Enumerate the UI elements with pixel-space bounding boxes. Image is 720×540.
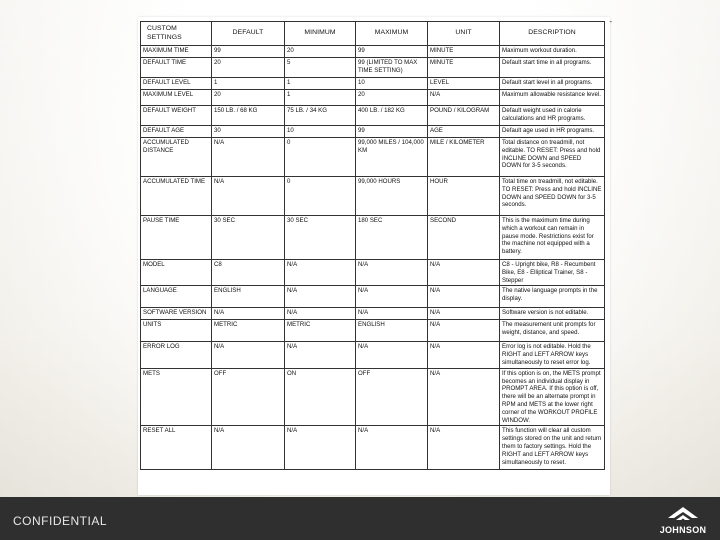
cell-minimum: 1 (285, 78, 356, 90)
cell-setting: METS (141, 368, 212, 426)
cell-maximum: N/A (356, 308, 428, 320)
table-header-row (141, 22, 605, 46)
cell-unit: N/A (428, 90, 500, 106)
table-row (141, 78, 605, 90)
header-description: DESCRIPTION (500, 22, 605, 46)
cell-default: N/A (212, 426, 285, 470)
cell-minimum: 20 (285, 46, 356, 58)
cell-default: ENGLISH (212, 286, 285, 308)
cell-default: 30 SEC (212, 216, 285, 260)
cell-description: Maximum workout duration. (500, 46, 605, 58)
cell-description: This is the maximum time during which a workout can remain in pause mode. Restrictions exist for the machine not equipped with a battery. (500, 216, 605, 260)
cell-maximum: N/A (356, 260, 428, 286)
cell-maximum: 10 (356, 78, 428, 90)
cell-setting: PAUSE TIME (141, 216, 212, 260)
cell-unit: N/A (428, 426, 500, 470)
cell-description: Total time on treadmill, not editable. TO RESET: Press and hold INCLINE DOWN and SPEED DOWN for 3-5 seconds. (500, 177, 605, 216)
cell-maximum: OFF (356, 368, 428, 426)
cell-setting: DEFAULT TIME (141, 58, 212, 78)
cell-unit: N/A (428, 260, 500, 286)
cell-maximum: N/A (356, 342, 428, 368)
cell-description: Maximum allowable resistance level. (500, 90, 605, 106)
cell-description: Default weight used in calorie calculations and HR programs. (500, 106, 605, 126)
header-default: DEFAULT (212, 22, 285, 46)
logo-text: JOHNSON (659, 525, 707, 535)
cell-maximum: 180 SEC (356, 216, 428, 260)
table-row (141, 308, 605, 320)
cell-minimum: N/A (285, 342, 356, 368)
cell-default: N/A (212, 308, 285, 320)
cell-minimum: N/A (285, 286, 356, 308)
table-row (141, 216, 605, 260)
cell-maximum: ENGLISH (356, 320, 428, 342)
table-row (141, 46, 605, 58)
footer-bar (0, 497, 720, 540)
cell-minimum: 10 (285, 126, 356, 138)
cell-maximum: N/A (356, 426, 428, 470)
cell-setting: MAXIMUM TIME (141, 46, 212, 58)
header-custom-settings: CUSTOM SETTINGS (141, 22, 212, 46)
cell-unit: N/A (428, 342, 500, 368)
corner-mark: - (609, 17, 612, 26)
cell-description: C8 - Upright bike, R8 - Recumbent Bike, E8 - Elliptical Trainer, S8 - Stepper (500, 260, 605, 286)
cell-unit: POUND / KILOGRAM (428, 106, 500, 126)
cell-unit: SECOND (428, 216, 500, 260)
table-row (141, 342, 605, 368)
table-row (141, 426, 605, 470)
header-maximum: MAXIMUM (356, 22, 428, 46)
cell-unit: HOUR (428, 177, 500, 216)
table-row (141, 260, 605, 286)
table-row (141, 368, 605, 426)
cell-description: Software version is not editable. (500, 308, 605, 320)
document-page (138, 17, 610, 495)
confidential-label: CONFIDENTIAL (13, 514, 108, 528)
cell-description: Default start level in all programs. (500, 78, 605, 90)
cell-setting: DEFAULT LEVEL (141, 78, 212, 90)
cell-description: If this option is on, the METS prompt becomes an individual display in PROMPT AREA. If this option is off, there will be an alternate prompt in RPM and METS at the lower right corner of the WORKOUT PROFILE WINDOW. (500, 368, 605, 426)
cell-unit: N/A (428, 320, 500, 342)
cell-unit: N/A (428, 368, 500, 426)
table-row (141, 177, 605, 216)
header-unit: UNIT (428, 22, 500, 46)
cell-default: N/A (212, 342, 285, 368)
header-minimum: MINIMUM (285, 22, 356, 46)
cell-description: Error log is not editable. Hold the RIGHT and LEFT ARROW keys simultaneously to reset error log. (500, 342, 605, 368)
cell-default: N/A (212, 138, 285, 177)
cell-default: OFF (212, 368, 285, 426)
table-row (141, 106, 605, 126)
cell-maximum: 99 (356, 46, 428, 58)
cell-setting: ERROR LOG (141, 342, 212, 368)
cell-default: 20 (212, 58, 285, 78)
cell-setting: MODEL (141, 260, 212, 286)
cell-default: 1 (212, 78, 285, 90)
cell-setting: SOFTWARE VERSION (141, 308, 212, 320)
cell-description: The native language prompts in the display. (500, 286, 605, 308)
cell-minimum: N/A (285, 260, 356, 286)
cell-setting: RESET ALL (141, 426, 212, 470)
cell-default: 20 (212, 90, 285, 106)
cell-setting: DEFAULT AGE (141, 126, 212, 138)
custom-settings-table (140, 21, 605, 470)
cell-description: This function will clear all custom settings stored on the unit and return them to factory settings. Hold the RIGHT and LEFT ARROW keys simultaneously to reset. (500, 426, 605, 470)
table-row (141, 126, 605, 138)
cell-minimum: 5 (285, 58, 356, 78)
cell-minimum: 0 (285, 177, 356, 216)
cell-setting: UNITS (141, 320, 212, 342)
table-row (141, 320, 605, 342)
cell-unit: LEVEL (428, 78, 500, 90)
cell-unit: N/A (428, 286, 500, 308)
cell-maximum: 99 (356, 126, 428, 138)
cell-maximum: 99,000 HOURS (356, 177, 428, 216)
cell-default: 30 (212, 126, 285, 138)
cell-default: METRIC (212, 320, 285, 342)
cell-maximum: 99,000 MILES / 104,000 KM (356, 138, 428, 177)
cell-unit: MINUTE (428, 58, 500, 78)
cell-minimum: 0 (285, 138, 356, 177)
cell-maximum: 99 (LIMITED TO MAX TIME SETTING) (356, 58, 428, 78)
cell-setting: MAXIMUM LEVEL (141, 90, 212, 106)
cell-unit: N/A (428, 308, 500, 320)
cell-unit: MILE / KILOMETER (428, 138, 500, 177)
cell-minimum: N/A (285, 308, 356, 320)
cell-minimum: N/A (285, 426, 356, 470)
table-row (141, 58, 605, 78)
cell-description: Total distance on treadmill, not editable. TO RESET: Press and hold INCLINE DOWN and SPEED DOWN for 3-5 seconds. (500, 138, 605, 177)
cell-minimum: 1 (285, 90, 356, 106)
cell-minimum: 75 LB. / 34 KG (285, 106, 356, 126)
cell-description: Default start time in all programs. (500, 58, 605, 78)
table-row (141, 90, 605, 106)
cell-default: 150 LB. / 68 KG (212, 106, 285, 126)
table-row (141, 138, 605, 177)
cell-setting: ACCUMULATED TIME (141, 177, 212, 216)
cell-setting: ACCUMULATED DISTANCE (141, 138, 212, 177)
cell-maximum: 400 LB. / 182 KG (356, 106, 428, 126)
cell-maximum: 20 (356, 90, 428, 106)
cell-default: N/A (212, 177, 285, 216)
cell-minimum: METRIC (285, 320, 356, 342)
cell-setting: DEFAULT WEIGHT (141, 106, 212, 126)
table-row (141, 286, 605, 308)
cell-unit: MINUTE (428, 46, 500, 58)
cell-default: C8 (212, 260, 285, 286)
cell-unit: AGE (428, 126, 500, 138)
cell-minimum: 30 SEC (285, 216, 356, 260)
cell-setting: LANGUAGE (141, 286, 212, 308)
cell-description: The measurement unit prompts for weight, distance, and speed. (500, 320, 605, 342)
cell-default: 99 (212, 46, 285, 58)
cell-maximum: N/A (356, 286, 428, 308)
cell-description: Default age used in HR programs. (500, 126, 605, 138)
cell-minimum: ON (285, 368, 356, 426)
